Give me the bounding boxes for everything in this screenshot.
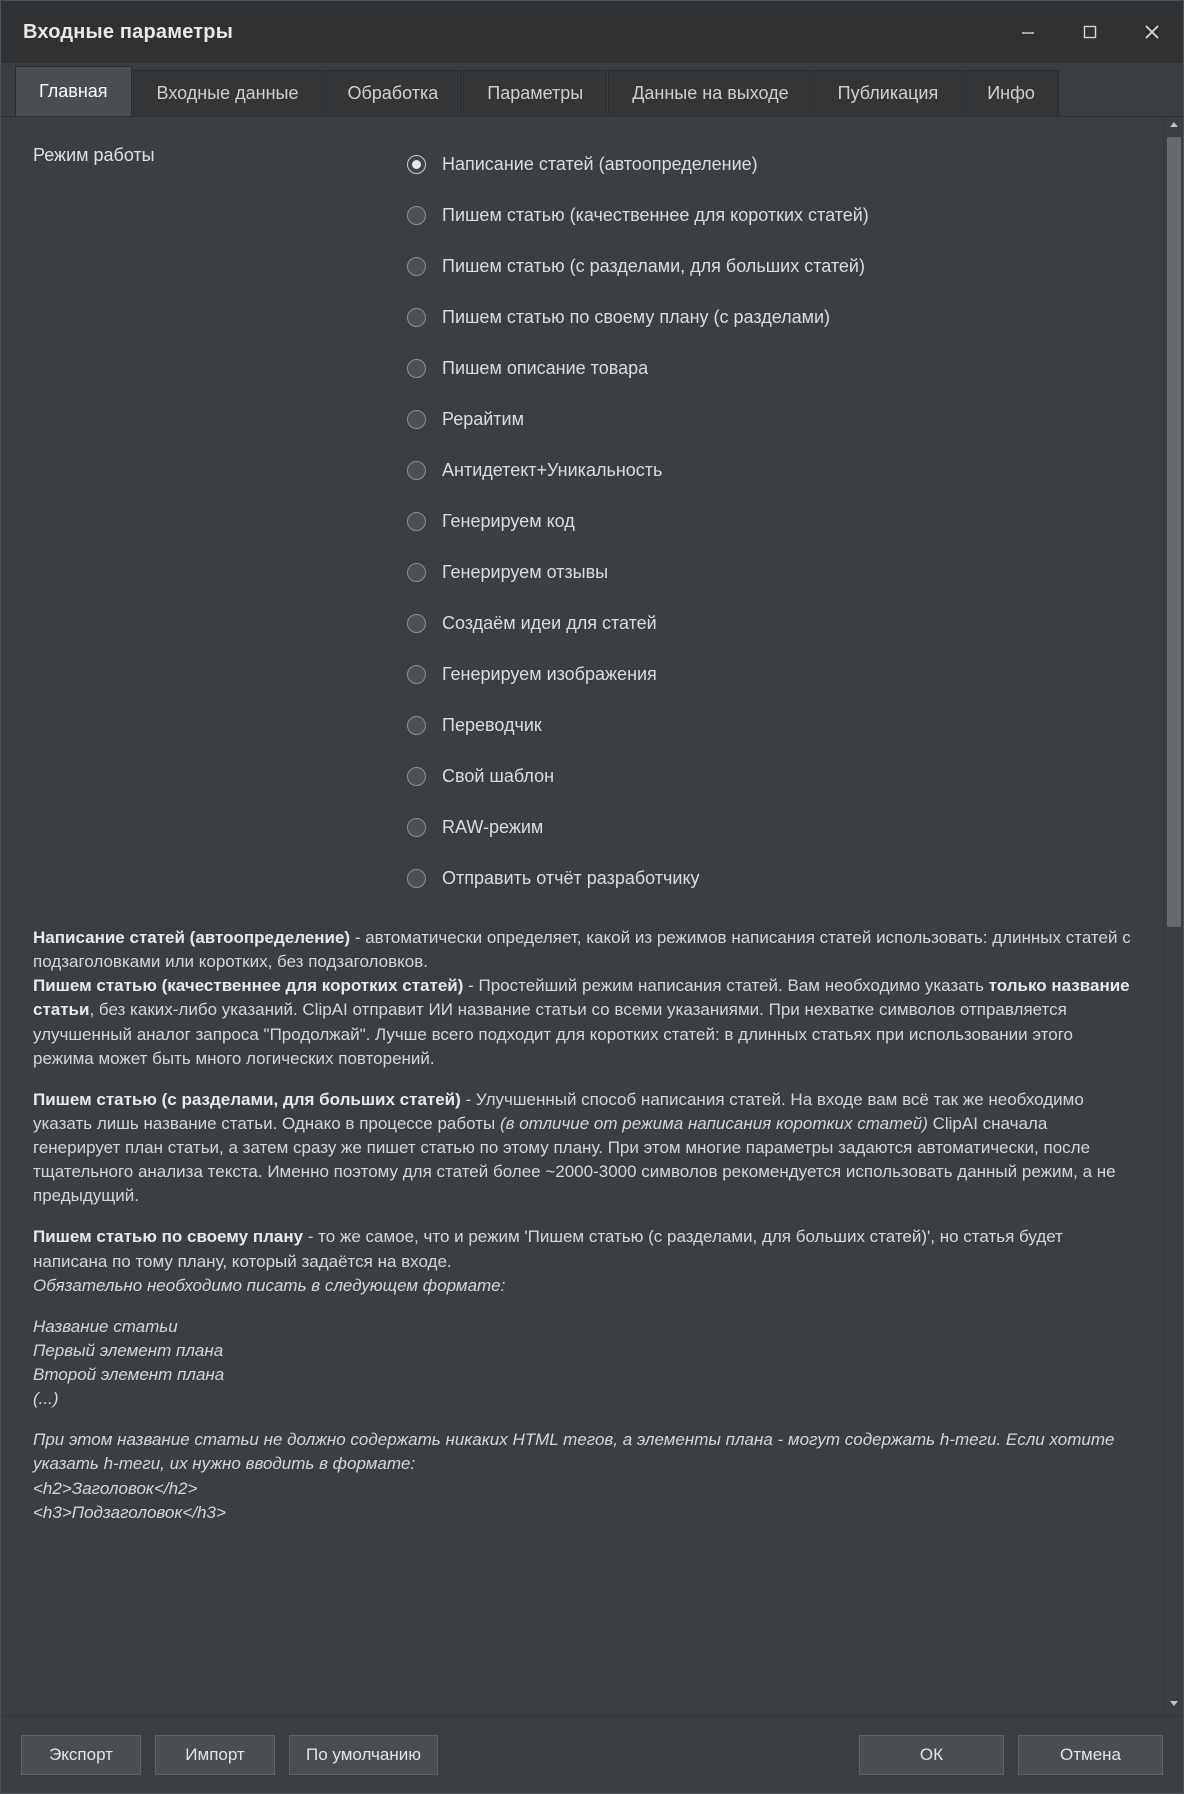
footer-bar <box>1 1715 1183 1793</box>
desc-emphasis-2: только название статьи <box>33 976 1130 1020</box>
radio-label: Пишем статью (с разделами, для больших статей) <box>442 256 865 276</box>
radio-option-article-ideas[interactable] <box>407 598 1133 649</box>
desc-italic-3: (в отличие от режима написания коротких статей) <box>499 1113 928 1133</box>
radio-option-rewrite[interactable] <box>407 394 1133 445</box>
radio-label: RAW-режим <box>442 817 544 837</box>
radio-label: Генерируем отзывы <box>442 562 609 582</box>
settings-panel <box>1 117 1163 1715</box>
radio-label: Пишем статью по своему плану (с разделами) <box>442 307 831 327</box>
radio-option-translator[interactable] <box>407 700 1133 751</box>
example-line-2: Первый элемент плана <box>33 1340 224 1360</box>
desc-body-2a: - Простейший режим написания статей. Вам необходимо указать <box>463 976 989 996</box>
maximize-icon <box>1081 23 1099 41</box>
close-icon <box>1142 22 1162 42</box>
scroll-up-button[interactable] <box>1164 117 1184 137</box>
description-example-block <box>33 1315 1133 1412</box>
radio-icon <box>407 206 426 225</box>
description-paragraph-2 <box>33 974 1133 1071</box>
chevron-down-icon <box>1168 1696 1180 1714</box>
example-line-3: Второй элемент плана <box>33 1365 225 1384</box>
maximize-button[interactable] <box>1059 1 1121 63</box>
radio-option-raw-mode[interactable] <box>407 802 1133 853</box>
radio-option-custom-template[interactable] <box>407 751 1133 802</box>
description-paragraph-5 <box>33 1428 1133 1525</box>
radio-option-send-report[interactable] <box>407 853 1133 904</box>
mode-radio-group <box>393 139 1133 904</box>
desc-body-1: - автоматически определяет, какой из режимов написания статей использовать: длинных статей с подзаголовками или коротких, без подзаголовков. <box>33 928 1131 972</box>
desc-title-2: Пишем статью (качественнее для коротких статей) <box>33 976 464 996</box>
tab-parameters[interactable]: Параметры <box>463 70 607 116</box>
title-bar <box>1 1 1183 63</box>
radio-icon <box>407 767 426 786</box>
radio-label: Пишем описание товара <box>442 358 649 378</box>
tab-info[interactable]: Инфо <box>963 70 1059 116</box>
desc-code-2: <h3>Подзаголовок</h3> <box>33 1502 226 1522</box>
radio-icon <box>407 461 426 480</box>
radio-label: Рерайтим <box>442 409 524 429</box>
chevron-up-icon <box>1168 118 1180 136</box>
radio-option-sections-article[interactable] <box>407 241 1133 292</box>
content-area <box>1 117 1183 1715</box>
example-line-1: Название статьи <box>33 1316 178 1336</box>
desc-title-3: Пишем статью (с разделами, для больших статей) <box>33 1089 461 1109</box>
radio-option-product-description[interactable] <box>407 343 1133 394</box>
scrollbar-thumb[interactable] <box>1167 137 1181 927</box>
radio-option-short-article[interactable] <box>407 190 1133 241</box>
radio-option-generate-code[interactable] <box>407 496 1133 547</box>
radio-label: Создаём идеи для статей <box>442 613 657 633</box>
tab-input-data[interactable]: Входные данные <box>133 70 323 116</box>
radio-icon <box>407 614 426 633</box>
desc-title-4: Пишем статью по своему плану <box>33 1227 304 1247</box>
radio-option-generate-images[interactable] <box>407 649 1133 700</box>
radio-option-antidetect[interactable] <box>407 445 1133 496</box>
import-button[interactable]: Импорт <box>155 1735 275 1775</box>
radio-icon <box>407 818 426 837</box>
radio-label: Генерируем изображения <box>442 664 657 684</box>
example-line-4: (...) <box>33 1389 59 1409</box>
tab-processing[interactable]: Обработка <box>323 70 462 116</box>
desc-italic-5: При этом название статьи не должно содержать никаких HTML тегов, а элементы плана - могут содержать h-теги. Если хотите указать h-теги, их нужно вводить в формате: <box>33 1430 1115 1474</box>
mode-label: Режим работы <box>33 145 155 165</box>
desc-body-3b: ClipAI сначала генерирует план статьи, а затем сразу же пишет статью по этому плану. При этом многие параметры задаются автоматически, после тщательного анализа текста. Именно поэтому для статей более ~2000-3000 символов рекомендуется использовать данный режим, а не предыдущий. <box>33 1113 1116 1206</box>
radio-label: Антидетект+Уникальность <box>442 460 663 480</box>
radio-icon <box>407 410 426 429</box>
desc-body-3a: - Улучшенный способ написания статей. На входе вам всё так же необходимо указать лишь название статьи. Однако в процессе работы <box>33 1089 1084 1133</box>
tab-output-data[interactable]: Данные на выходе <box>608 70 812 116</box>
minimize-icon <box>1019 23 1037 41</box>
tab-glavnaya[interactable]: Главная <box>15 66 132 116</box>
defaults-button[interactable]: По умолчанию <box>289 1735 438 1775</box>
radio-icon <box>407 665 426 684</box>
radio-label: Переводчик <box>442 715 542 735</box>
radio-icon <box>407 359 426 378</box>
radio-icon <box>407 563 426 582</box>
window-title: Входные параметры <box>23 20 233 43</box>
tab-publication[interactable]: Публикация <box>814 70 963 116</box>
radio-label: Генерируем код <box>442 511 575 531</box>
radio-icon <box>407 257 426 276</box>
radio-label: Написание статей (автоопределение) <box>442 154 758 174</box>
radio-label: Пишем статью (качественнее для коротких статей) <box>442 205 869 225</box>
ok-button[interactable]: ОК <box>859 1735 1004 1775</box>
desc-title-1: Написание статей (автоопределение) <box>33 928 351 947</box>
scroll-down-button[interactable] <box>1164 1695 1184 1715</box>
desc-body-2b: , без каких-либо указаний. ClipAI отправит ИИ название статьи со всеми указаниями. При нехватке символов отправляется улучшенный аналог запроса "Продолжай". Лучше всего подходит для коротких статей: в длинных статьях при использовании этого режима может быть много логических повторений. <box>33 1000 1073 1068</box>
cancel-button[interactable]: Отмена <box>1018 1735 1163 1775</box>
radio-icon <box>407 512 426 531</box>
description-paragraph-1 <box>33 926 1133 974</box>
desc-code-1: <h2>Заголовок</h2> <box>33 1478 198 1498</box>
vertical-scrollbar[interactable] <box>1163 117 1183 1715</box>
desc-body-4: - то же самое, что и режим 'Пишем статью (с разделами, для больших статей)', но статья будет написана по тому плану, который задаётся на входе. <box>33 1227 1063 1271</box>
radio-option-auto[interactable] <box>407 139 1133 190</box>
description-text <box>33 926 1133 1525</box>
export-button[interactable]: Экспорт <box>21 1735 141 1775</box>
radio-label: Свой шаблон <box>442 766 555 786</box>
minimize-button[interactable] <box>997 1 1059 63</box>
description-paragraph-3 <box>33 1088 1133 1209</box>
description-paragraph-4 <box>33 1225 1133 1297</box>
mode-row <box>33 139 1133 904</box>
scrollbar-track[interactable] <box>1164 137 1184 1695</box>
close-button[interactable] <box>1121 1 1183 63</box>
radio-label: Отправить отчёт разработчику <box>442 868 700 888</box>
radio-option-own-plan[interactable] <box>407 292 1133 343</box>
radio-icon <box>407 155 426 174</box>
tab-bar <box>1 63 1183 117</box>
radio-icon <box>407 869 426 888</box>
radio-icon <box>407 716 426 735</box>
radio-option-generate-reviews[interactable] <box>407 547 1133 598</box>
desc-italic-4: Обязательно необходимо писать в следующем формате: <box>33 1275 506 1295</box>
radio-icon <box>407 308 426 327</box>
